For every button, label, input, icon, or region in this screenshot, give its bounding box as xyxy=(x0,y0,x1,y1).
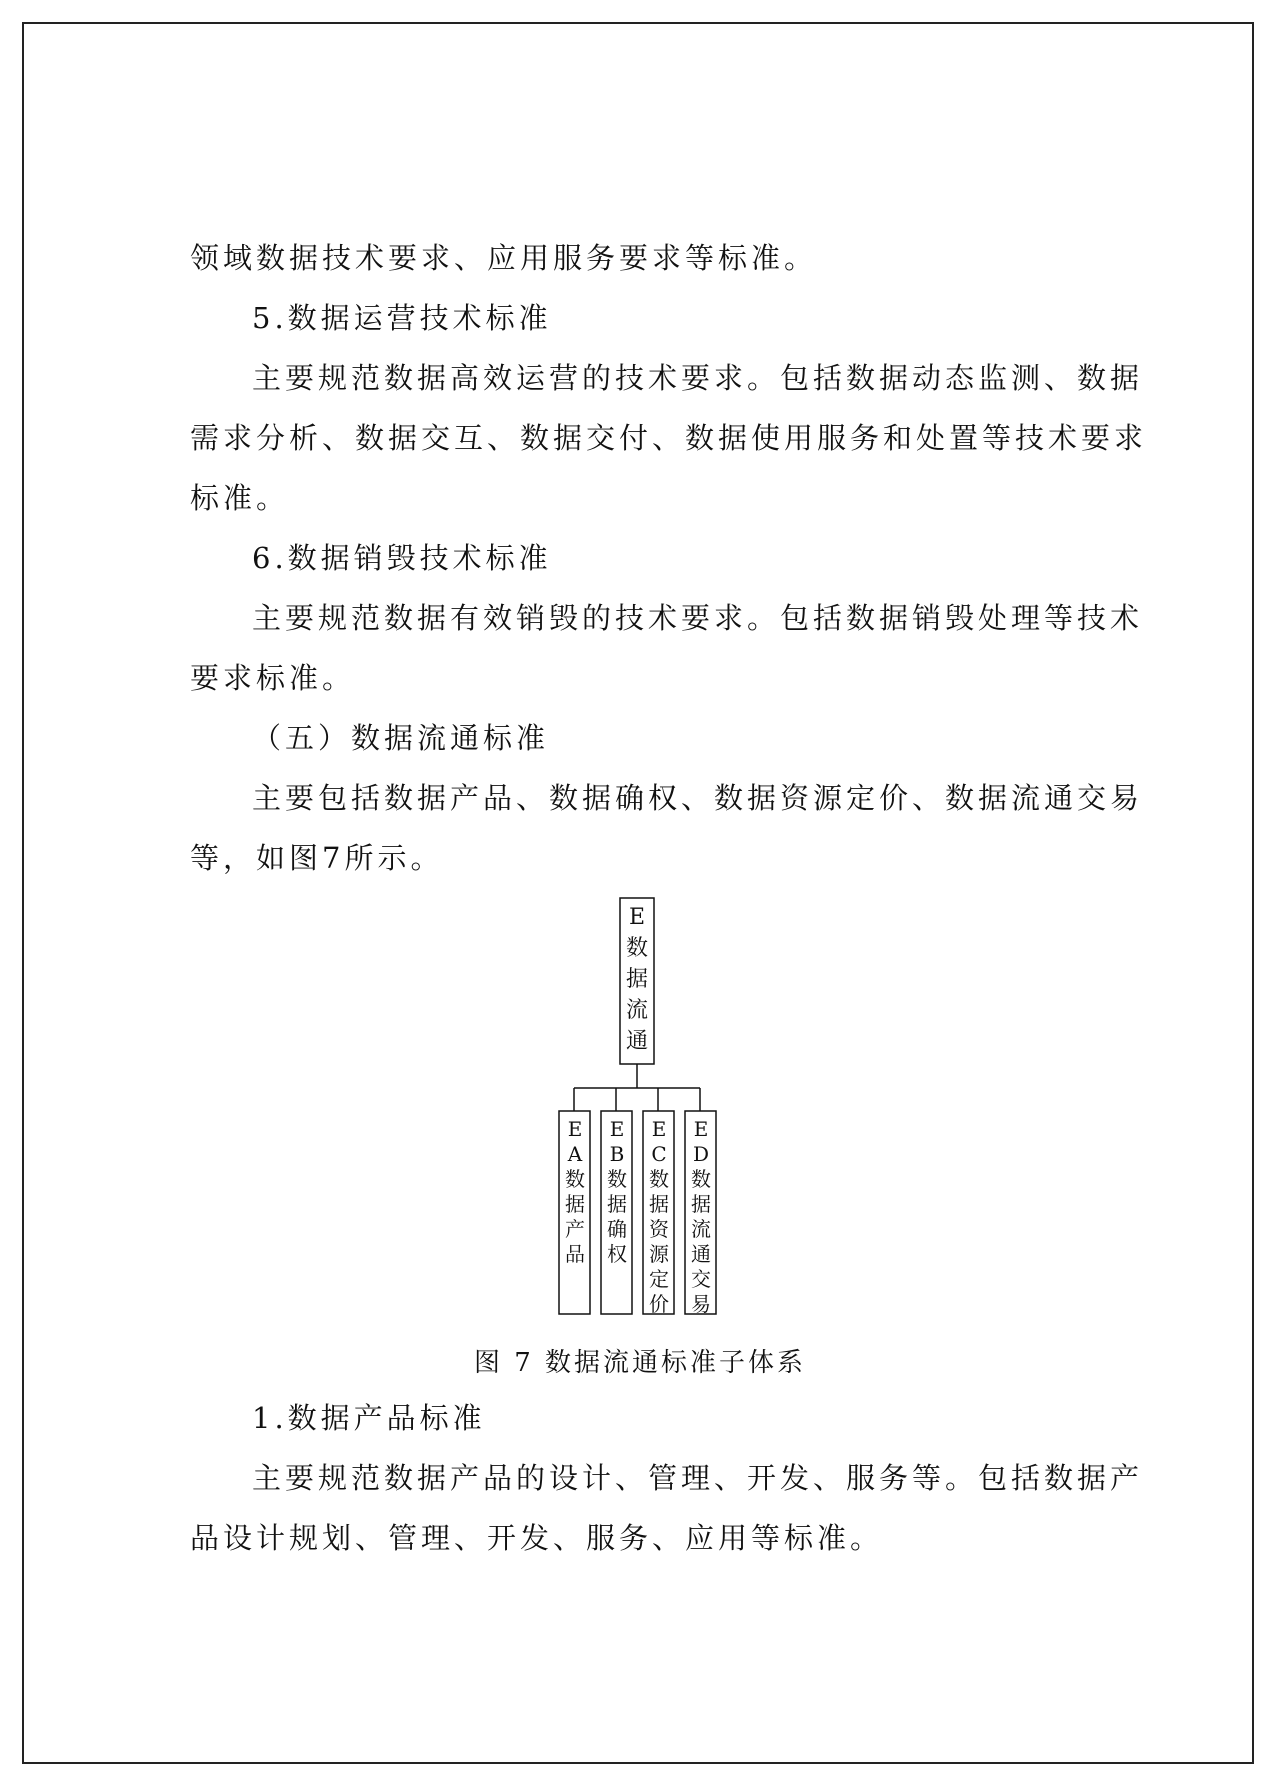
paragraph-line: 需求分析、数据交互、数据交付、数据使用服务和处置等技术要求 xyxy=(190,421,1148,455)
paragraph-line: 等，如图7所示。 xyxy=(190,841,444,875)
page-border xyxy=(22,22,1254,1764)
box-char: 据 xyxy=(565,1192,585,1216)
section-heading: 5.数据运营技术标准 xyxy=(252,301,552,335)
box-char: 权 xyxy=(607,1242,627,1266)
box-char: 品 xyxy=(565,1242,585,1266)
paragraph-line: 领域数据技术要求、应用服务要求等标准。 xyxy=(190,241,818,275)
box-char: 据 xyxy=(625,967,648,992)
box-char: 资 xyxy=(649,1217,669,1241)
paragraph-line: 主要规范数据高效运营的技术要求。包括数据动态监测、数据 xyxy=(252,361,1144,395)
paragraph-line: 品设计规划、管理、开发、服务、应用等标准。 xyxy=(190,1521,884,1555)
box-char: 通 xyxy=(625,1029,648,1054)
box-char: E xyxy=(609,1117,625,1141)
paragraph-line: 要求标准。 xyxy=(190,661,356,695)
paragraph-line: 标准。 xyxy=(190,481,290,515)
section-heading: 1.数据产品标准 xyxy=(252,1401,486,1435)
box-char: 数 xyxy=(565,1167,585,1191)
paragraph-line: 主要规范数据有效销毁的技术要求。包括数据销毁处理等技术 xyxy=(252,601,1144,635)
box-char: 据 xyxy=(649,1192,669,1216)
section-heading: （五）数据流通标准 xyxy=(252,721,550,755)
box-char: B xyxy=(609,1142,625,1166)
box-char: A xyxy=(567,1142,583,1166)
box-char: 易 xyxy=(691,1292,711,1316)
box-char: 数 xyxy=(625,936,648,961)
box-char: 定 xyxy=(649,1267,669,1291)
box-char: 据 xyxy=(691,1192,711,1216)
box-char: 数 xyxy=(649,1167,669,1191)
box-char: 源 xyxy=(649,1242,669,1266)
box-char: E xyxy=(651,1117,667,1141)
box-char: 确 xyxy=(607,1217,627,1241)
box-char: C xyxy=(651,1142,667,1166)
box-char: 流 xyxy=(691,1217,711,1241)
figure-caption: 图 7 数据流通标准子体系 xyxy=(473,1348,807,1378)
box-char: D xyxy=(692,1142,710,1166)
box-char: 数 xyxy=(691,1167,711,1191)
section-heading: 6.数据销毁技术标准 xyxy=(252,541,552,575)
box-char: E xyxy=(628,905,646,930)
box-char: 交 xyxy=(691,1267,711,1291)
box-char: 价 xyxy=(649,1292,669,1316)
box-char: E xyxy=(693,1117,709,1141)
box-char: 产 xyxy=(565,1217,585,1241)
box-char: E xyxy=(567,1117,583,1141)
box-char: 据 xyxy=(607,1192,627,1216)
box-char: 通 xyxy=(691,1242,711,1266)
box-char: 数 xyxy=(607,1167,627,1191)
paragraph-line: 主要包括数据产品、数据确权、数据资源定价、数据流通交易 xyxy=(252,781,1144,815)
box-char: 流 xyxy=(625,998,648,1023)
paragraph-line: 主要规范数据产品的设计、管理、开发、服务等。包括数据产 xyxy=(252,1461,1144,1495)
